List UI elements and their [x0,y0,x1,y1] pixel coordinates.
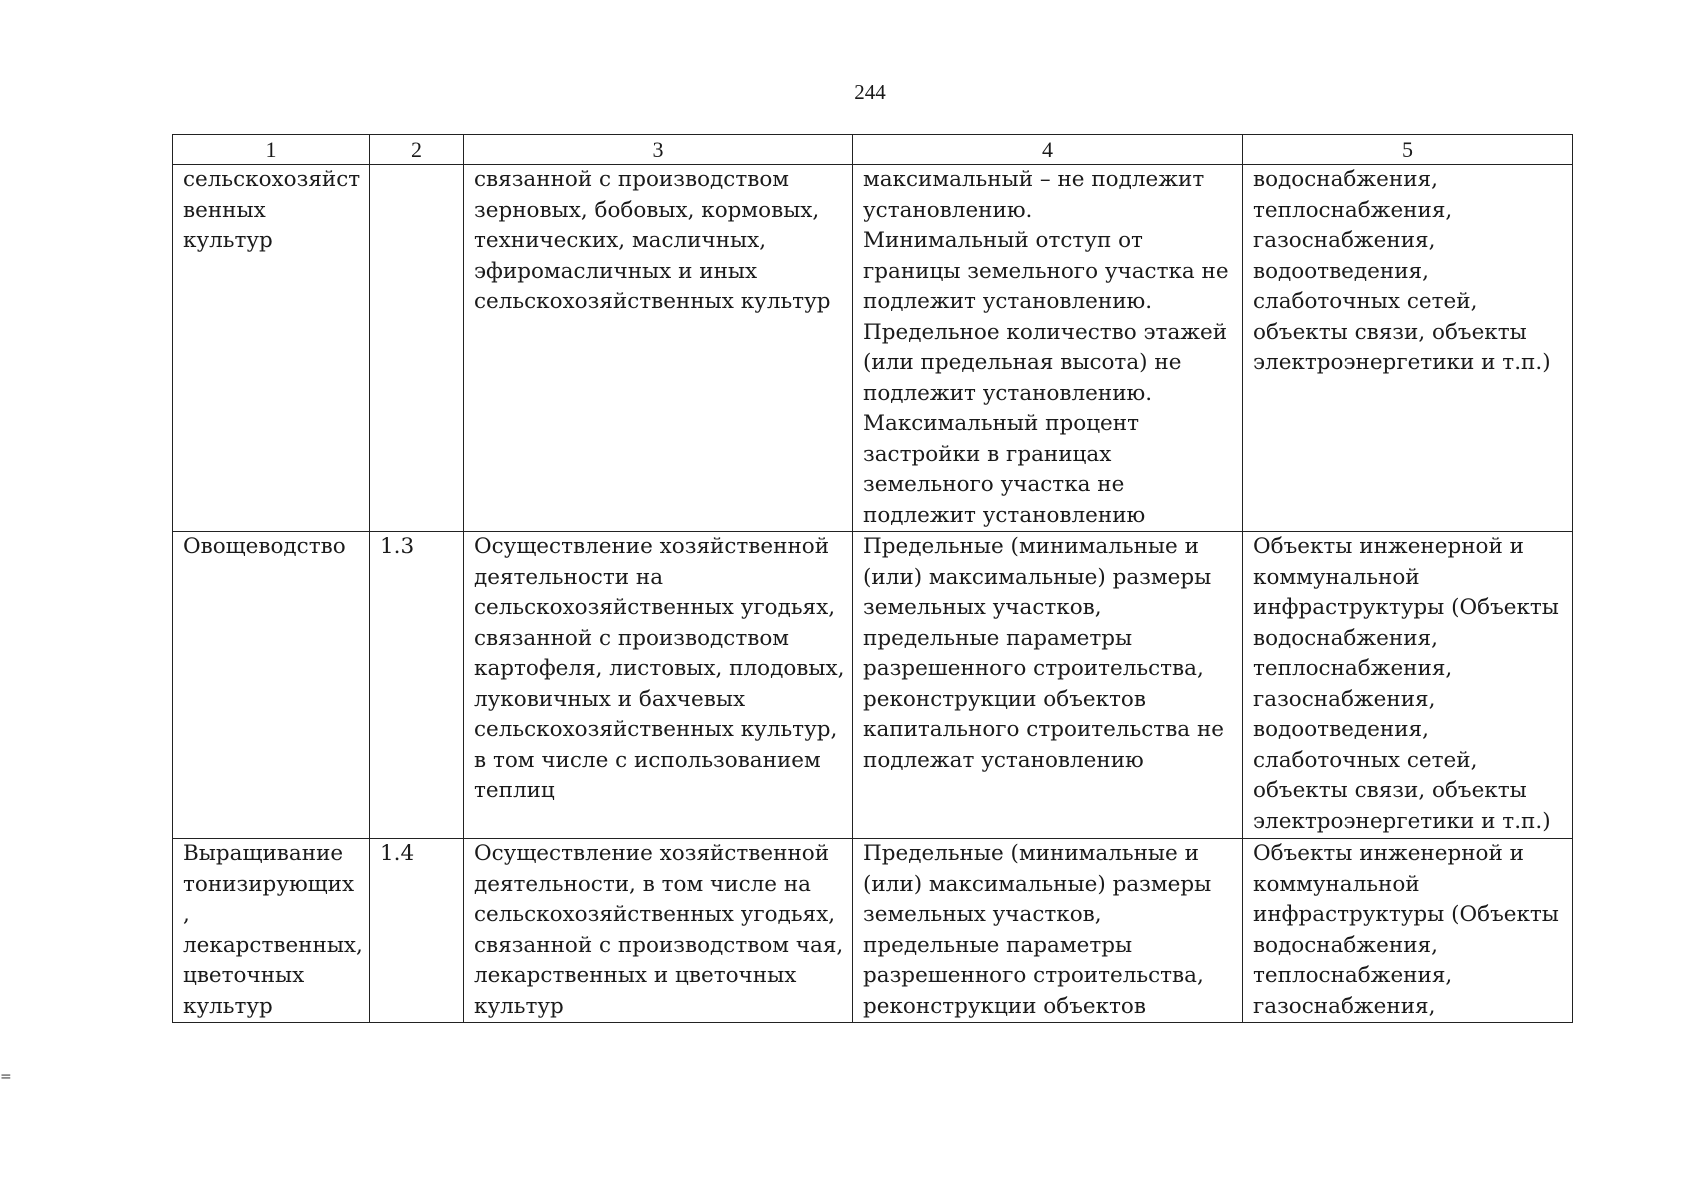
cell-text: Осуществление хозяйственной деятельности на сельскохозяйственных угодьях, связанной с производством картофеля, листовых, плодовых, луковичных и бахчевых сельскохозяйственных культур, в том числе с использованием теплиц [474,534,845,803]
cell-text: 1.4 [380,841,415,866]
cell-text: сельскохозяйст венных культур [183,167,361,253]
table-row [173,532,1573,839]
cell-text: связанной с производством зерновых, бобовых, кормовых, технических, масличных, эфиромасличных и иных сельскохозяйственных культур [474,167,831,314]
column-header-4: 4 [853,135,1243,165]
column-header-1: 1 [173,135,370,165]
cell-description [464,839,853,1023]
cell-auxiliary [1243,165,1573,532]
cell-text: Предельные (минимальные и (или) максимальные) размеры земельных участков, предельные параметры разрешенного строительства, реконструкции объектов [863,841,1212,1019]
cell-parameters [853,165,1243,532]
column-header-5: 5 [1243,135,1573,165]
cell-code [370,532,464,839]
column-header-2: 2 [370,135,464,165]
cell-text: водоснабжения, теплоснабжения, газоснабжения, водоотведения, слаботочных сетей, объекты связи, объекты электроэнергетики и т.п.) [1253,167,1551,375]
column-header-3: 3 [464,135,853,165]
cell-text: Овощеводство [183,534,346,559]
cell-use-name [173,165,370,532]
cell-use-name [173,532,370,839]
cell-description [464,532,853,839]
cell-text: Объекты инженерной и коммунальной инфраструктуры (Объекты водоснабжения, теплоснабжения, газоснабжения, водоотведения, слаботочных сетей, объекты связи, объекты электроэнергетики и т.п.) [1253,534,1559,834]
cell-text: Осуществление хозяйственной деятельности, в том числе на сельскохозяйственных угодьях, связанной с производством чая, лекарственных и цветочных культур [474,841,844,1019]
cell-parameters [853,532,1243,839]
cell-text: Объекты инженерной и коммунальной инфраструктуры (Объекты водоснабжения, теплоснабжения, газоснабжения, [1253,841,1559,1019]
table-header-row [173,135,1573,165]
regulations-table [172,134,1573,1023]
cell-text: 1.3 [380,534,415,559]
page-number: 244 [854,80,886,104]
cell-description [464,165,853,532]
cell-text: Выращивание тонизирующих , лекарственных, цветочных культур [183,841,363,1019]
cell-code [370,839,464,1023]
cell-auxiliary [1243,532,1573,839]
cell-parameters [853,839,1243,1023]
cell-use-name [173,839,370,1023]
table-row [173,839,1573,1023]
margin-mark: = [0,1069,12,1085]
table-row [173,165,1573,532]
cell-text: Предельные (минимальные и (или) максимальные) размеры земельных участков, предельные параметры разрешенного строительства, реконструкции объектов капитального строительства не подлежат установлению [863,534,1225,773]
cell-text: максимальный – не подлежит установлению. Минимальный отступ от границы земельного участка не подлежит установлению. Предельное количество этажей (или предельная высота) не подлежит установлению. Максимальный процент застройки в границах земельного участка не подлежит установлению [863,167,1229,528]
cell-auxiliary [1243,839,1573,1023]
cell-code [370,165,464,532]
